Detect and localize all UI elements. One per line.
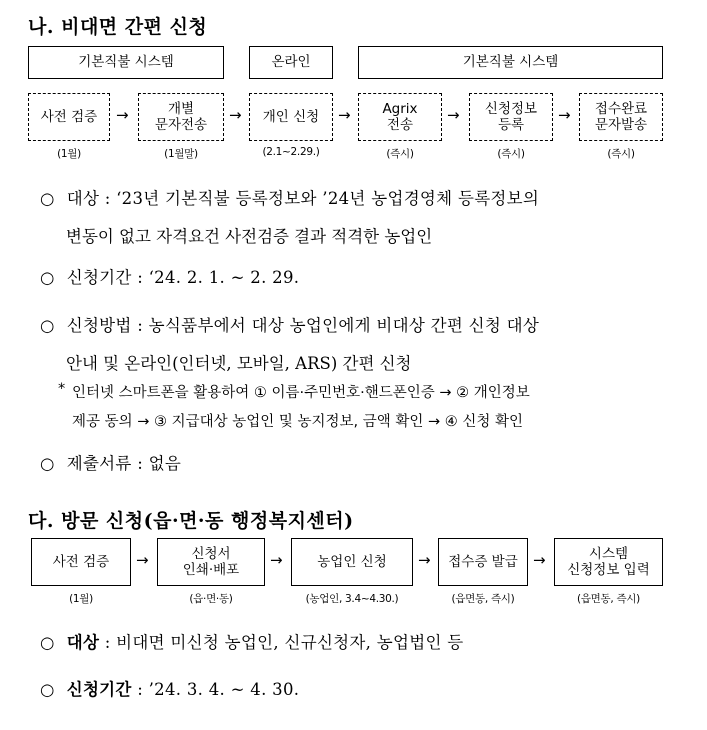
- step-note: (1월): [69, 593, 93, 605]
- visit-item-period: ○ 신청기간 : ’24. 3. 4. ~ 4. 30.: [40, 680, 300, 699]
- note-line-2: 제공 동의 → ③ 지급대상 농업인 및 농지정보, 금액 확인 → ④ 신청 확인: [72, 414, 523, 430]
- step-note: (즉시): [607, 148, 635, 160]
- item-method: ○ 신청방법 : 농식품부에서 대상 농업인에게 비대상 간편 신청 대상: [40, 316, 540, 335]
- step-note: (읍면동, 즉시): [451, 593, 515, 605]
- item-period: ○ 신청기간 : ‘24. 2. 1. ~ 2. 29.: [40, 268, 300, 287]
- top-box-online: 온라인: [249, 46, 333, 79]
- flow-arrow: →: [116, 106, 129, 124]
- item-target: ○ 대상 : ‘23년 기본직불 등록정보와 ’24년 농업경영체 등록정보의: [40, 189, 540, 208]
- flow-arrow: →: [270, 551, 283, 569]
- flow-arrow: →: [558, 106, 571, 124]
- section-heading-online: 나. 비대면 간편 신청: [28, 16, 208, 38]
- top-box-basic-payment-system-2: 기본직불 시스템: [358, 46, 663, 79]
- flow-arrow: →: [418, 551, 431, 569]
- item-target-line2: 변동이 없고 자격요건 사전검증 결과 적격한 농업인: [66, 227, 433, 246]
- step-note: (즉시): [497, 148, 525, 160]
- step-receipt-sms: 접수완료 문자발송: [579, 93, 663, 141]
- top-box-basic-payment-system-1: 기본직불 시스템: [28, 46, 224, 79]
- visit-step-pre-verification: 사전 검증: [31, 538, 131, 586]
- visit-step-issue-receipt: 접수증 발급: [438, 538, 528, 586]
- step-note: (1월말): [164, 148, 198, 160]
- flow-arrow: →: [229, 106, 242, 124]
- step-note: (농업인, 3.4~4.30.): [305, 593, 399, 605]
- visit-step-print-distribute: 신청서 인쇄·배포: [157, 538, 265, 586]
- step-note: (읍면동, 즉시): [577, 593, 640, 605]
- step-note: (2.1~2.29.): [262, 146, 320, 158]
- item-documents: ○ 제출서류 : 없음: [40, 454, 182, 473]
- section-heading-visit: 다. 방문 신청(읍·면·동 행정복지센터): [28, 510, 354, 532]
- step-individual-sms: 개별 문자전송: [138, 93, 224, 141]
- step-agrix-transfer: Agrix 전송: [358, 93, 442, 141]
- note-line-1: 인터넷 스마트폰을 활용하여 ① 이름·주민번호·핸드폰인증 → ② 개인정보: [72, 385, 530, 401]
- flow-arrow: →: [533, 551, 546, 569]
- step-note: (1월): [57, 148, 81, 160]
- step-note: (즉시): [386, 148, 414, 160]
- flow-arrow: →: [447, 106, 460, 124]
- item-method-line2: 안내 및 온라인(인터넷, 모바일, ARS) 간편 신청: [66, 354, 412, 373]
- note-asterisk: *: [58, 381, 66, 397]
- step-pre-verification: 사전 검증: [28, 93, 110, 141]
- visit-step-system-input: 시스템 신청정보 입력: [554, 538, 663, 586]
- step-personal-application: 개인 신청: [249, 93, 333, 141]
- visit-step-farmer-application: 농업인 신청: [291, 538, 413, 586]
- flow-arrow: →: [136, 551, 149, 569]
- step-register-info: 신청정보 등록: [469, 93, 553, 141]
- step-note: (읍·면·동): [189, 593, 233, 605]
- flow-arrow: →: [338, 106, 351, 124]
- visit-item-target: ○ 대상 : 비대면 미신청 농업인, 신규신청자, 농업법인 등: [40, 633, 464, 652]
